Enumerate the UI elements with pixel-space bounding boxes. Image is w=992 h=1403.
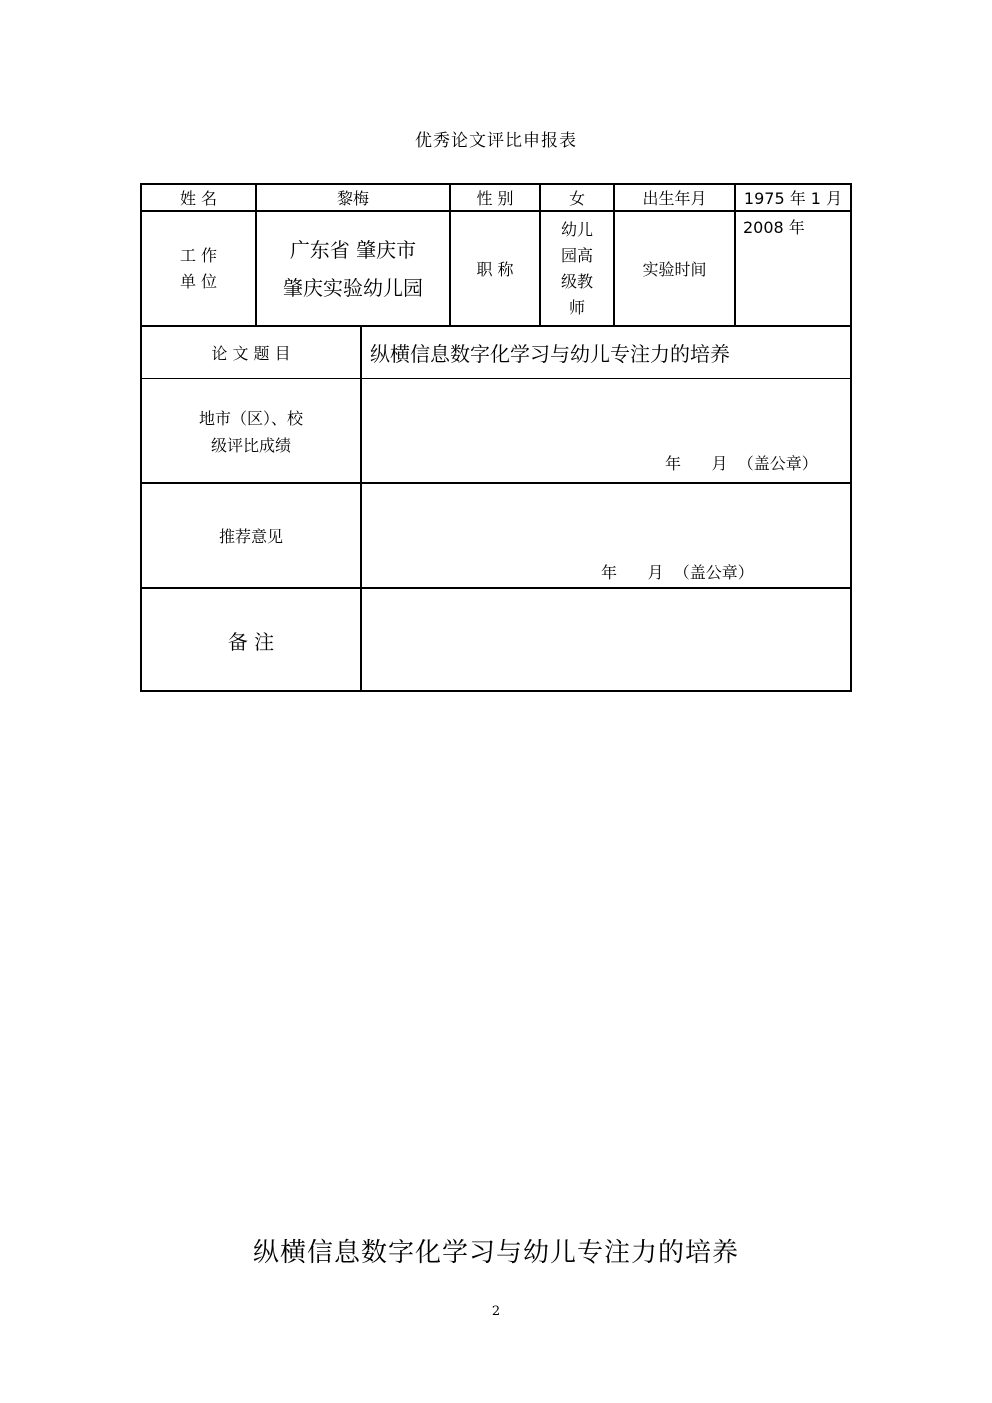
unit-label-line1: 工 作 xyxy=(179,245,218,265)
remarks-field[interactable] xyxy=(362,589,850,692)
city-grade-label xyxy=(142,379,360,482)
recommendation-label: 推荐意见 xyxy=(218,527,283,546)
recommendation-stamp-date: 年 月 （盖公章） xyxy=(601,563,754,582)
application-form-table xyxy=(140,183,852,692)
city-grade-label-line2: 级评比成绩 xyxy=(210,436,291,455)
gender-label: 性 别 xyxy=(476,189,514,208)
recommendation-field[interactable] xyxy=(362,484,850,587)
unit-label-line2: 单 位 xyxy=(179,271,218,291)
experiment-time-label: 实验时间 xyxy=(642,260,707,279)
unit-value xyxy=(257,212,449,325)
document-title: 优秀论文评比申报表 xyxy=(415,131,577,151)
city-grade-field[interactable] xyxy=(362,379,850,482)
birth-value: 1975 年 1 月 xyxy=(743,189,843,208)
experiment-time-value: 2008 年 xyxy=(743,218,805,237)
job-title-label: 职 称 xyxy=(476,260,514,279)
gender-value: 女 xyxy=(568,189,585,208)
thesis-label: 论 文 题 目 xyxy=(211,344,291,363)
unit-value-line1: 广东省 肇庆市 xyxy=(289,237,417,262)
birth-label: 出生年月 xyxy=(642,189,707,208)
name-label: 姓 名 xyxy=(179,189,218,208)
job-title-line4: 师 xyxy=(568,297,585,317)
city-grade-stamp-date: 年 月 （盖公章） xyxy=(665,454,818,473)
job-title-line1: 幼儿 xyxy=(560,219,593,239)
remarks-label: 备 注 xyxy=(227,630,275,654)
city-grade-label-line1: 地市（区）、校 xyxy=(198,409,303,428)
thesis-heading: 纵横信息数字化学习与幼儿专注力的培养 xyxy=(252,1238,739,1268)
job-title-value xyxy=(541,212,613,325)
unit-label xyxy=(142,212,255,325)
unit-value-line2: 肇庆实验幼儿园 xyxy=(283,275,423,300)
name-value: 黎梅 xyxy=(336,189,369,208)
job-title-line3: 级教 xyxy=(560,271,593,291)
job-title-line2: 园高 xyxy=(560,245,593,265)
thesis-title: 纵横信息数字化学习与幼儿专注力的培养 xyxy=(370,342,730,366)
page-number: 2 xyxy=(491,1304,501,1319)
